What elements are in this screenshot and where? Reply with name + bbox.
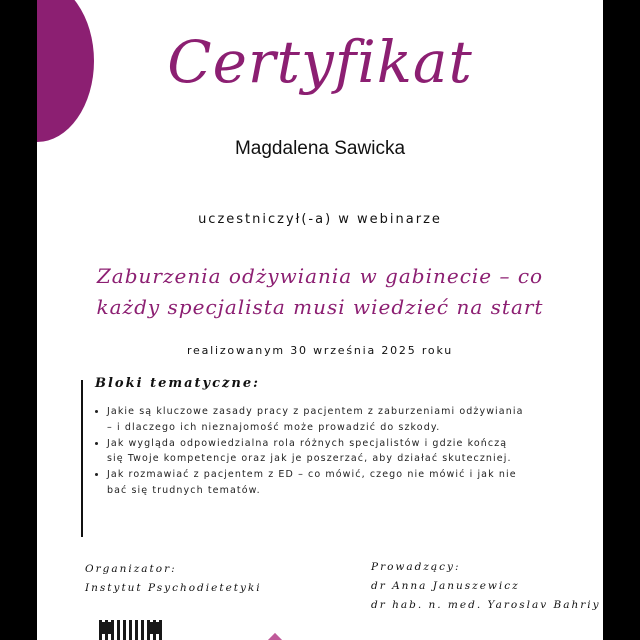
organizer-name: Instytut Psychodietetyki: [85, 582, 262, 594]
recipient-name: Magdalena Sawicka: [234, 138, 406, 159]
organizer-label: Organizator:: [85, 563, 177, 575]
lecturer-name: dr hab. n. med. Yaroslav Bahriy: [371, 599, 601, 611]
lecturer-name: dr Anna Januszewicz: [371, 580, 520, 592]
topic-item: • Jak rozmawiać z pacjentem z ED – co mówić, czego nie mówić i jak nie bać się trudnych tematów.: [107, 467, 527, 499]
qr-code[interactable]: [99, 620, 163, 640]
certificate-title: Certyfikat: [167, 28, 473, 96]
decorative-logo-mark: [268, 633, 282, 640]
topic-item: • Jakie są kluczowe zasady pracy z pacjentem z zaburzeniami odżywiania – i dlaczego ich nieznajomość może prowadzić do szkody.: [107, 404, 527, 436]
topic-list: [93, 404, 527, 499]
webinar-title-line-1: Zaburzenia odżywiania w gabinecie – co: [96, 264, 544, 288]
webinar-title-line-2: każdy specjalista musi wiedzieć na start: [96, 295, 544, 319]
topic-blocks: [81, 376, 524, 537]
lecturers-section: [371, 558, 601, 615]
webinar-title: [37, 261, 603, 323]
certificate-page: [37, 0, 603, 640]
organizer-section: [85, 560, 262, 598]
topic-item: • Jak wygląda odpowiedzialna rola różnych specjalistów i gdzie kończą się Twoje kompetencje oraz jak je poszerzać, aby działać skuteczniej.: [107, 436, 527, 468]
topic-blocks-heading: Bloki tematyczne:: [95, 376, 260, 391]
participation-text: uczestniczył(-a) w webinarze: [198, 212, 442, 227]
lecturers-label: Prowadzący:: [371, 561, 461, 573]
webinar-date: realizowanym 30 września 2025 roku: [186, 344, 454, 357]
